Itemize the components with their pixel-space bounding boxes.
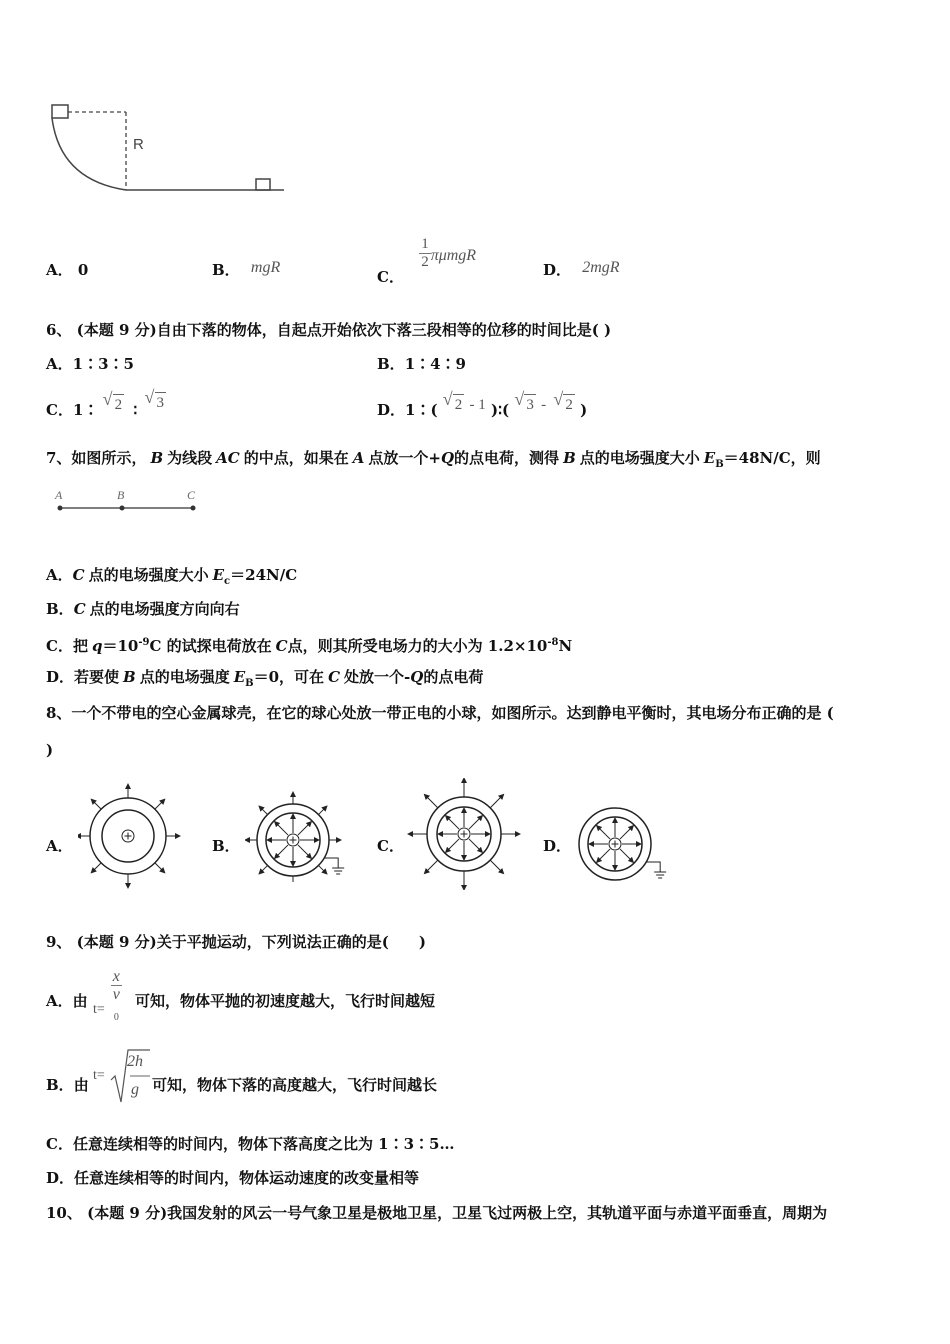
option-text: 点的电场强度大小: [88, 566, 209, 584]
field-line-outer: [424, 860, 437, 873]
option-text: N: [558, 637, 573, 655]
stem-text: ＝48N/C，则: [723, 449, 821, 467]
sqrt-2: √ 2: [453, 394, 465, 415]
q8-figure-d: [575, 806, 670, 886]
field-line-outer: [155, 863, 165, 873]
q10-stem: 10、 (本题 9 分)我国发射的风云一号气象卫星是极地卫星，卫星飞过两极上空，其轨道平面与赤道平面垂直，周期为: [46, 1204, 828, 1222]
option-letter: B．: [377, 355, 405, 373]
q5-fig-label-r: R: [133, 136, 144, 153]
field-line-outer: [424, 794, 437, 807]
q6-stem: 6、 (本题 9 分)自由下落的物体，自起点开始依次下落三段相等的位移的时间比是( ): [46, 321, 612, 339]
formula-t: t=: [93, 1001, 105, 1017]
var-b: B: [563, 449, 576, 467]
var-c: C: [73, 600, 86, 618]
fraction-denominator: 2: [421, 254, 429, 270]
stem-text: 为线段: [167, 449, 213, 467]
var-q: Q: [440, 449, 455, 467]
field-line-outer: [318, 806, 326, 814]
field-line-outer: [490, 860, 503, 873]
fraction-numerator: x: [112, 968, 120, 985]
q7-option-a[interactable]: [46, 565, 297, 592]
option-letter: C．: [46, 1135, 73, 1153]
var-b: B: [150, 449, 164, 467]
q7-option-d[interactable]: [46, 667, 483, 694]
q8-option-a[interactable]: A．: [46, 837, 73, 855]
option-letter: D．: [46, 668, 75, 686]
q8-option-d[interactable]: D．: [543, 837, 572, 855]
option-text: 由: [73, 1076, 89, 1094]
var-a: A: [352, 449, 365, 467]
field-line-inner: [446, 839, 459, 852]
q9-b-t: t=: [93, 1068, 105, 1083]
field-line-inner: [597, 849, 610, 862]
q5-option-b[interactable]: [212, 259, 281, 281]
q9-b-text: 可知，物体下落的高度越大，飞行时间越长: [152, 1076, 438, 1094]
option-letter: C．: [46, 637, 73, 655]
q8-figure-c: [404, 778, 524, 890]
field-line-outer: [91, 799, 101, 809]
option-text: 1∶4∶9: [404, 355, 466, 373]
ground-wire: [324, 858, 338, 868]
field-line-inner: [469, 816, 482, 829]
q5-option-d[interactable]: [543, 259, 620, 281]
superscript: -9: [138, 637, 150, 648]
q9-a-formula: [93, 968, 122, 1026]
q9-option-b[interactable]: [46, 1075, 89, 1095]
var-q: Q: [410, 668, 424, 686]
option-text: 1∶(: [405, 401, 438, 419]
sqrt-2: √ 2: [113, 394, 125, 415]
option-text: 若要使: [74, 668, 120, 686]
option-text: C 的试探电荷放在: [149, 637, 272, 655]
q7-fig-label-b: B: [117, 488, 125, 502]
option-letter: A．: [46, 992, 73, 1010]
option-letter: B．: [46, 1076, 74, 1094]
option-text: 点的电场强度方向向右: [89, 600, 240, 618]
field-line-inner: [620, 849, 633, 862]
subscript: B: [245, 678, 254, 689]
option-text: 处放一个-: [344, 668, 411, 686]
q8-option-b[interactable]: B．: [212, 837, 240, 855]
field-line-inner: [275, 845, 288, 858]
var-c: C: [275, 637, 288, 655]
field-line-outer: [318, 865, 326, 873]
field-line-outer: [155, 799, 165, 809]
field-line-inner: [275, 822, 288, 835]
sqrt-3: √ 3: [155, 392, 167, 413]
ratio-sep: )∶(: [491, 401, 510, 419]
q8-option-c[interactable]: C．: [377, 837, 404, 855]
option-letter: C．: [46, 401, 73, 419]
q8-figure-b: [245, 782, 357, 882]
minus: -: [541, 397, 547, 413]
minus-one: - 1: [469, 397, 486, 413]
q9-a-text: 可知，物体平抛的初速度越大，飞行时间越短: [135, 992, 436, 1010]
q9-b-den: g: [131, 1081, 139, 1098]
q7-fig-label-a: A: [55, 488, 63, 502]
option-letter: A．: [46, 261, 73, 279]
stem-text: 点的电场强度大小: [579, 449, 700, 467]
var-c: C: [72, 566, 85, 584]
option-text: 的点电荷: [423, 668, 484, 686]
option-text: 点的电场强度: [139, 668, 230, 686]
field-line-inner: [298, 822, 311, 835]
subscript: c: [224, 576, 231, 587]
q9-option-a[interactable]: [46, 991, 88, 1011]
q6-option-b[interactable]: [377, 354, 466, 374]
option-text: 由: [72, 992, 88, 1010]
option-letter: A．: [46, 355, 73, 373]
option-value: 2mgR: [582, 259, 620, 276]
option-letter: A．: [46, 566, 73, 584]
option-text: 1∶3∶5: [72, 355, 134, 373]
field-line-inner: [446, 816, 459, 829]
q5-track-figure: [40, 95, 300, 205]
option-text: 1∶: [72, 401, 99, 419]
field-line-inner: [597, 826, 610, 839]
q6-option-a[interactable]: [46, 354, 134, 374]
field-line-outer: [259, 865, 267, 873]
var-e: E: [233, 668, 246, 686]
option-letter: B．: [46, 600, 74, 618]
sqrt-3: √ 3: [524, 394, 536, 415]
option-text: 点，则其所受电场力的大小为 1.2×10: [287, 637, 548, 655]
paren-close: ): [580, 401, 588, 419]
q7-segment-figure: [50, 488, 210, 518]
field-line-inner: [620, 826, 633, 839]
fraction-denominator: v: [112, 986, 120, 1003]
sqrt-2: √ 2: [563, 394, 575, 415]
option-text: ＝0，可在: [253, 668, 325, 686]
ground-wire: [646, 862, 660, 872]
option-value: mgR: [250, 259, 281, 276]
option-letter: D．: [46, 1169, 75, 1187]
field-line-outer: [259, 806, 267, 814]
fraction-numerator: 1: [421, 236, 429, 252]
option-letter: B．: [212, 261, 240, 279]
option-letter: D．: [543, 261, 572, 279]
q6-option-d[interactable]: [377, 397, 588, 421]
option-letter: C．: [377, 267, 404, 286]
var-c: C: [328, 668, 341, 686]
var-q: q: [91, 637, 103, 655]
q7-fig-label-c: C: [187, 488, 196, 502]
q8-figure-a: [78, 780, 182, 892]
superscript: -8: [547, 637, 559, 648]
q7-option-b[interactable]: [46, 599, 240, 619]
q6-option-c[interactable]: [46, 395, 166, 421]
stem-text: 的点电荷，测得: [454, 449, 560, 467]
option-text: ＝24N/C: [230, 566, 298, 584]
var-e: E: [212, 566, 225, 584]
q5-option-c[interactable]: [377, 236, 477, 286]
option-text: 把: [72, 637, 88, 655]
q5-option-a[interactable]: [46, 260, 88, 280]
var-b: B: [123, 668, 136, 686]
ratio-sep: ∶: [133, 401, 138, 419]
field-line-outer: [91, 863, 101, 873]
stem-text: 7、如图所示，: [46, 449, 147, 467]
field-line-inner: [298, 845, 311, 858]
var-e: E: [703, 449, 716, 467]
option-text: 任意连续相等的时间内，物体下落高度之比为 1∶3∶5…: [72, 1135, 455, 1153]
q9-option-d[interactable]: [46, 1168, 419, 1188]
stem-text: 的中点，如果在: [243, 449, 349, 467]
q9-stem: 9、 (本题 9 分)关于平抛运动，下列说法正确的是( ): [46, 933, 426, 951]
subscript: B: [715, 459, 724, 470]
field-line-inner: [469, 839, 482, 852]
q7-stem: [46, 448, 821, 475]
option-text: 任意连续相等的时间内，物体运动速度的改变量相等: [74, 1169, 420, 1187]
stem-text: 点放一个+: [368, 449, 441, 467]
q8-stem-line2: ): [46, 741, 54, 759]
field-line-outer: [490, 794, 503, 807]
q9-b-num: 2h: [127, 1053, 143, 1070]
option-letter: D．: [377, 401, 406, 419]
subscript: 0: [113, 1012, 119, 1024]
q7-option-c[interactable]: [46, 633, 572, 656]
q9-option-c[interactable]: [46, 1134, 455, 1154]
q8-stem-line1: 8、一个不带电的空心金属球壳，在它的球心处放一带正电的小球，如图所示。达到静电平衡时，其电场分布正确的是 (: [46, 704, 834, 722]
var-ac: AC: [216, 449, 240, 467]
option-text: ＝10: [102, 637, 139, 655]
option-value: πμmgR: [430, 247, 477, 264]
option-value: 0: [77, 261, 89, 279]
